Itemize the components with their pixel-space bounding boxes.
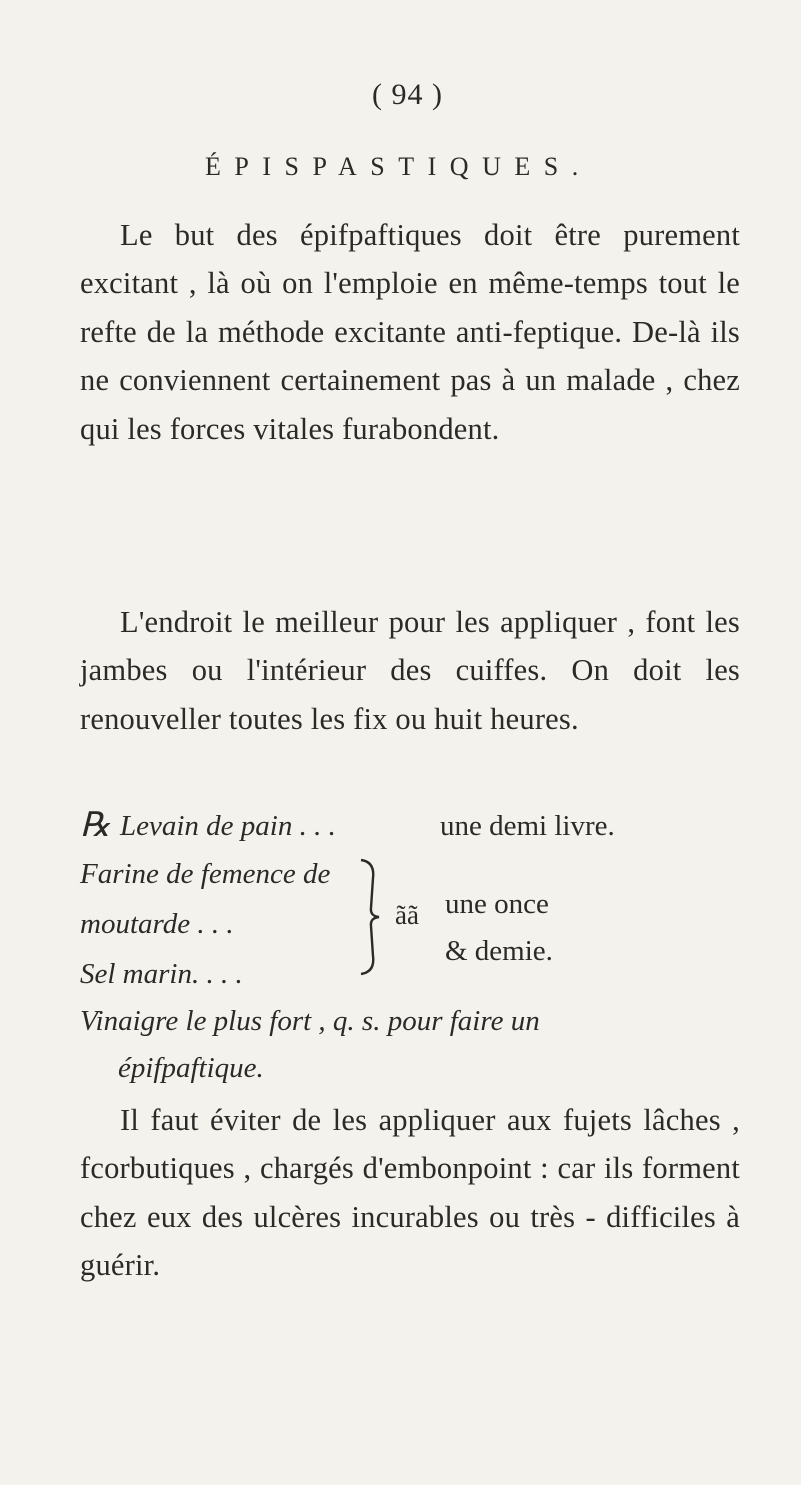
recipe-moutarde: moutarde . . . bbox=[80, 908, 234, 940]
page-number: ( 94 ) bbox=[372, 78, 443, 111]
paragraph-3: Il faut éviter de les appliquer aux fujets lâches , fcorbutiques , chargés d'embonpoint : car ils forment chez eux des ulcères incurables ou très - difficiles à guérir. bbox=[80, 1102, 740, 1282]
recipe-levain: Levain de pain . . . bbox=[120, 810, 336, 842]
recipe-levain-dose: une demi livre. bbox=[440, 810, 615, 842]
recipe-sel: Sel marin. . . . bbox=[80, 958, 243, 990]
paragraph-2: L'endroit le meilleur pour les appliquer , font les jambes ou l'intérieur des cuiffes. On doit les renouveller toutes les fix ou huit heures. bbox=[80, 604, 740, 736]
recipe-vinaigre: Vinaigre le plus fort , q. s. pour faire un bbox=[80, 1005, 540, 1037]
recipe-epispastique: épifpaftique. bbox=[118, 1052, 264, 1084]
paragraph-1: Le but des épifpaftiques doit être purement excitant , là où on l'emploie en même-temps tout le refte de la méthode excitante anti-feptique. De-là ils ne conviennent certainement pas à un malade , chez qui les forces vitales furabondent. bbox=[80, 217, 740, 446]
recipe-symbol: ℞ bbox=[80, 807, 111, 844]
recipe-once: une once bbox=[445, 888, 549, 920]
section-heading: ÉPISPASTIQUES. bbox=[205, 152, 592, 181]
recipe-demie: & demie. bbox=[445, 935, 553, 967]
recipe-farine: Farine de femence de bbox=[80, 858, 331, 890]
brace-icon bbox=[357, 858, 381, 976]
recipe-aa: ãã bbox=[395, 900, 419, 930]
